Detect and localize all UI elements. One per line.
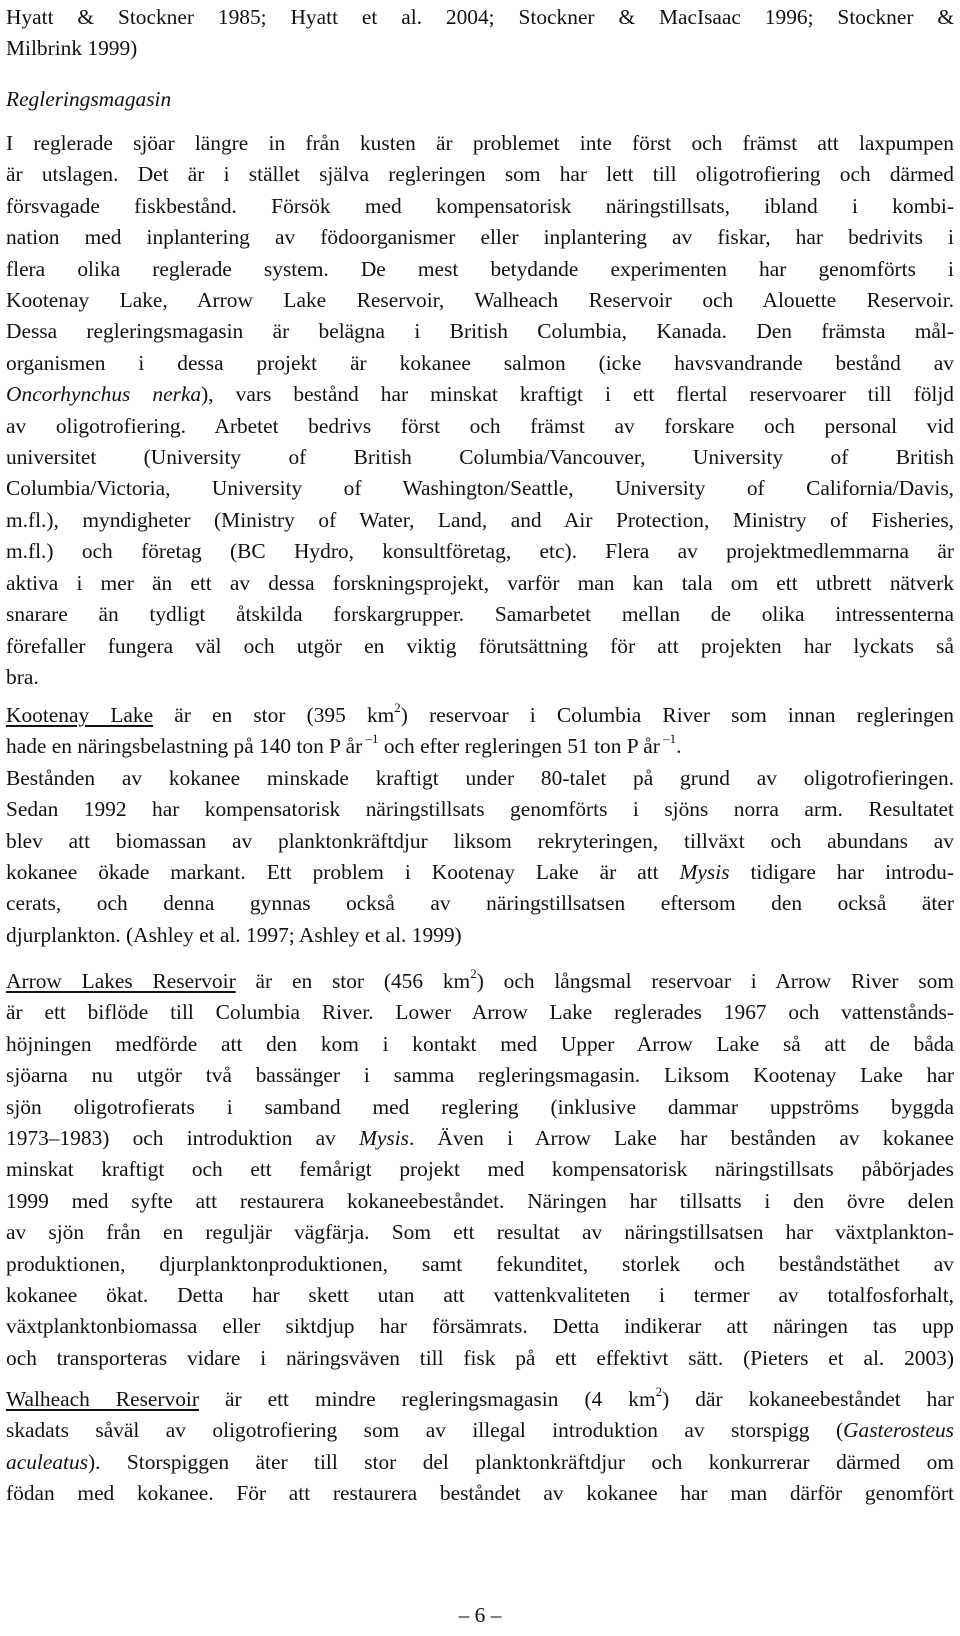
paragraph-line: 1999 med syfte att restaurera kokaneebeståndet. Näringen har tillsatts i den övre delen <box>6 1188 954 1213</box>
paragraph-text: skadats såväl av oligotrofiering som av illegal introduktion av storspigg ( <box>6 1418 844 1443</box>
paragraph-line <box>6 379 954 410</box>
paragraph-line: m.fl.) och företag (BC Hydro, konsultföretag, etc). Flera av projektmedlemmarna är <box>6 539 954 564</box>
paragraph-text: och efter regleringen 51 ton P år <box>378 734 660 759</box>
paragraph-text: ). Storspiggen äter till stor del planktonkräftdjur och konkurrerar därmed om <box>87 1449 954 1474</box>
species-name: Mysis <box>679 860 730 885</box>
paragraph-line <box>6 857 954 888</box>
paragraph-line: sjöarna nu utgör två bassänger i samma regleringsmagasin. Liksom Kootenay Lake har <box>6 1063 954 1088</box>
paragraph-line: Bestånden av kokanee minskade kraftigt under 80-talet på grund av oligotrofieringen. <box>6 765 954 790</box>
paragraph-line: höjningen medförde att den kom i kontakt med Upper Arrow Lake så att de båda <box>6 1031 954 1056</box>
paragraph-line: cerats, och denna gynnas också av näringstillsatsen eftersom den också äter <box>6 891 954 916</box>
paragraph-line <box>6 966 954 997</box>
species-name: Mysis <box>359 1126 409 1151</box>
paragraph-line: är utslagen. Det är i stället själva regleringen som har lett till oligotrofiering och därmed <box>6 162 954 187</box>
lake-name-kootenay: Kootenay Lake <box>6 703 154 727</box>
superscript: 2 <box>394 699 401 715</box>
paragraph-text: kokanee ökade markant. Ett problem i Kootenay Lake är att <box>6 860 680 885</box>
paragraph-line: produktionen, djurplanktonproduktionen, samt fekunditet, storlek och beståndstäthet av <box>6 1251 954 1276</box>
paragraph-kootenay-lake <box>6 700 954 951</box>
paragraph-line: Kootenay Lake, Arrow Lake Reservoir, Walheach Reservoir och Alouette Reservoir. <box>6 288 954 313</box>
paragraph-line <box>6 1415 954 1446</box>
species-name: aculeatus <box>6 1449 88 1474</box>
paragraph-line <box>6 1123 954 1154</box>
superscript: –1 <box>659 731 677 747</box>
paragraph-line: I reglerade sjöar längre in från kusten är problemet inte först och främst att laxpumpen <box>6 131 954 155</box>
paragraph-line: bra. <box>6 664 39 689</box>
lake-name-walheach: Walheach Reservoir <box>6 1387 199 1411</box>
paragraph-line: av oligotrofiering. Arbetet bedrivs först och främst av forskare och personal vid <box>6 413 954 438</box>
paragraph-line: växtplanktonbiomassa eller siktdjup har försämrats. Detta indikerar att näringen tas upp <box>6 1314 954 1339</box>
paragraph-line <box>6 1384 954 1415</box>
paragraph-line <box>6 700 954 731</box>
paragraph-line: Columbia/Victoria, University of Washington/Seattle, University of California/Davis, <box>6 476 954 501</box>
intro-citation-block <box>6 2 954 65</box>
paragraph-text: ) där kokaneebeståndet har <box>662 1387 954 1411</box>
paragraph-line: djurplankton. (Ashley et al. 1997; Ashley et al. 1999) <box>6 922 462 947</box>
paragraph-line: m.fl.), myndigheter (Ministry of Water, Land, and Air Protection, Ministry of Fisheries, <box>6 507 954 532</box>
paragraph-line: förefaller fungera väl och utgör en viktig förutsättning för att projekten har lyckats så <box>6 633 954 658</box>
superscript: 2 <box>655 1383 663 1399</box>
paragraph-line: Sedan 1992 har kompensatorisk näringstillsats genomförts i sjöns norra arm. Resultatet <box>6 797 954 822</box>
paragraph-line: och transporteras vidare i näringsväven till fisk på ett effektivt sätt. (Pieters et al. 2003) <box>6 1345 954 1370</box>
paragraph-line: Dessa regleringsmagasin är belägna i British Columbia, Kanada. Den främsta mål- <box>6 319 954 344</box>
paragraph-line: universitet (University of British Columbia/Vancouver, University of British <box>6 445 954 470</box>
paragraph-text: är en stor (456 km <box>235 969 471 993</box>
paragraph-text: tidigare har introdu- <box>729 860 954 885</box>
paragraph-text: . <box>676 734 682 759</box>
paragraph-line: födan med kokanee. För att restaurera beståndet av kokanee har man därför genomfört <box>6 1481 954 1506</box>
paragraph-line: kokanee ökat. Detta har skett utan att vattenkvaliteten i termer av totalfosforhalt, <box>6 1283 954 1308</box>
species-name: Oncorhynchus nerka <box>6 382 202 407</box>
paragraph-line: nation med inplantering av födoorganismer eller inplantering av fiskar, har bedrivits i <box>6 225 954 250</box>
lake-name-arrow: Arrow Lakes Reservoir <box>6 969 236 993</box>
page-number: – 6 – <box>458 1603 502 1627</box>
paragraph-walheach <box>6 1384 954 1510</box>
species-name: Gasterosteus <box>843 1418 954 1443</box>
paragraph-line: sjön oligotrofierats i samband med reglering (inklusive dammar uppströms byggda <box>6 1094 954 1119</box>
section-heading: Regleringsmagasin <box>6 87 172 111</box>
paragraph-text: hade en näringsbelastning på 140 ton P år <box>6 734 363 759</box>
paragraph-line: aktiva i mer än ett av dessa forskningsprojekt, varför man kan tala om ett utbrett nätverk <box>6 570 954 595</box>
paragraph-arrow-lakes <box>6 966 954 1374</box>
paragraph-text: 1973–1983) och introduktion av <box>6 1126 360 1151</box>
paragraph-line: försvagade fiskbestånd. Försök med kompensatorisk näringstillsats, ibland i kombi- <box>6 193 954 218</box>
paragraph-line: organismen i dessa projekt är kokanee salmon (icke havsvandrande bestånd av <box>6 350 954 375</box>
paragraph-line <box>6 731 954 762</box>
paragraph-line: är ett biflöde till Columbia River. Lower Arrow Lake reglerades 1967 och vattenstånds- <box>6 1000 954 1025</box>
paragraph-line: minskat kraftigt och ett femårigt projekt med kompensatorisk näringstillsats påbörjades <box>6 1157 954 1182</box>
superscript: –1 <box>362 731 379 747</box>
paragraph-line: blev att biomassan av planktonkräftdjur liksom rekryteringen, tillväxt och abundans av <box>6 828 954 853</box>
paragraph-text: är ett mindre regleringsmagasin (4 km <box>198 1387 656 1411</box>
paragraph-text: är en stor (395 km <box>153 703 395 727</box>
superscript: 2 <box>470 965 477 981</box>
paragraph-text: ), vars bestånd har minskat kraftigt i ett flertal reservoarer till följd <box>201 382 954 407</box>
paragraph-text: . Även i Arrow Lake har bestånden av kokanee <box>408 1126 955 1151</box>
paragraph-line: flera olika reglerade system. De mest betydande experimenten har genomförts i <box>6 256 954 281</box>
paragraph-text: ) reservoar i Columbia River som innan regleringen <box>400 703 954 727</box>
paragraph-regleringsmagasin <box>6 128 954 693</box>
intro-line-1: Hyatt & Stockner 1985; Hyatt et al. 2004; Stockner & MacIsaac 1996; Stockner & <box>6 5 954 29</box>
paragraph-line: av sjön från en reguljär vägfärja. Som ett resultat av näringstillsatsen har växtplankton- <box>6 1220 954 1245</box>
intro-line-2: Milbrink 1999) <box>6 36 138 61</box>
paragraph-text: ) och långsmal reservoar i Arrow River som <box>476 969 954 993</box>
paragraph-line <box>6 1447 954 1478</box>
paragraph-line: snarare än tydligt åtskilda forskargrupper. Samarbetet mellan de olika intressenterna <box>6 602 954 627</box>
